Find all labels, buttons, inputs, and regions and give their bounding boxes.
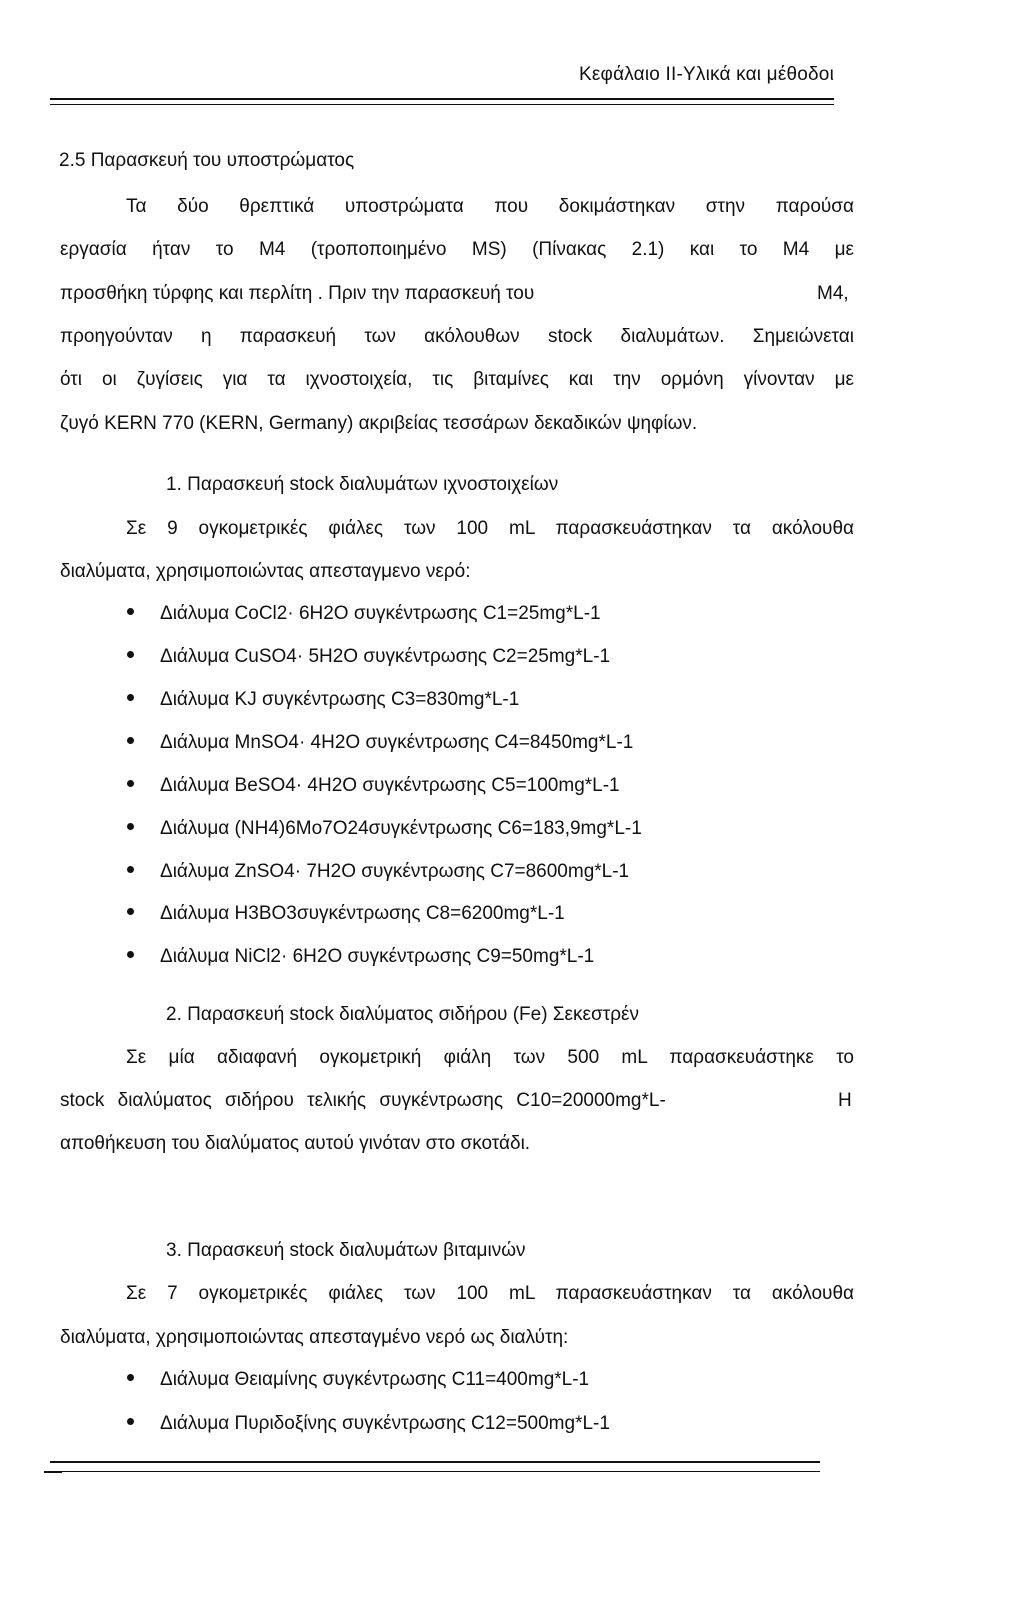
section-heading: 2.5 Παρασκευή του υποστρώματος: [59, 150, 355, 171]
intro-line: ζυγό KERN 770 (KERN, Germany) ακριβείας τεσσάρων δεκαδικών ψηφίων.: [60, 413, 698, 434]
subsection-1-intro: διαλύματα, χρησιμοποιώντας απεσταγμενο νερό:: [60, 561, 471, 582]
bullet-icon: [127, 1418, 134, 1425]
footer-rule-bottom: [62, 1471, 820, 1472]
list-item: Διάλυμα MnSO4· 4H2O συγκέντρωσης C4=8450mg*L-1: [127, 733, 633, 752]
list-item: Διάλυμα BeSO4· 4H2O συγκέντρωσης C5=100mg*L-1: [127, 776, 620, 795]
list-item: Διάλυμα NiCl2· 6H2O συγκέντρωσης C9=50mg*L-1: [127, 947, 594, 966]
intro-line-tail: M4,: [817, 283, 849, 304]
bullet-icon: [127, 951, 134, 958]
bullet-icon: [127, 608, 134, 615]
list-item: Διάλυμα CuSO4· 5H2O συγκέντρωσης C2=25mg*L-1: [127, 647, 610, 666]
list-item: Διάλυμα Θειαμίνης συγκέντρωσης C11=400mg*L-1: [127, 1370, 589, 1389]
subsection-1-intro: Σε 9 ογκομετρικές φιάλες των 100 mL παρασκευάστηκαν τα ακόλουθα: [126, 518, 854, 539]
intro-line: εργασία ήταν το M4 (τροποποιημένο MS) (Πίνακας 2.1) και το M4 με: [60, 239, 854, 260]
header-rule-bottom: [50, 104, 834, 105]
bullet-icon: [127, 694, 134, 701]
subsection-3-intro: Σε 7 ογκομετρικές φιάλες των 100 mL παρασκευάστηκαν τα ακόλουθα: [126, 1283, 854, 1304]
bullet-icon: [127, 908, 134, 915]
intro-line: Τα δύο θρεπτικά υποστρώματα που δοκιμάστηκαν στην παρούσα: [126, 196, 854, 217]
list-item: Διάλυμα ZnSO4· 7H2O συγκέντρωσης C7=8600mg*L-1: [127, 862, 629, 881]
bullet-icon: [127, 651, 134, 658]
list-item: Διάλυμα CoCl2· 6H2O συγκέντρωσης C1=25mg*L-1: [127, 604, 601, 623]
bullet-icon: [127, 1374, 134, 1381]
subsection-heading-2: 2. Παρασκευή stock διαλύματος σιδήρου (Fe) Σεκεστρέν: [166, 1004, 640, 1025]
subsection-heading-3: 3. Παρασκευή stock διαλυμάτων βιταμινών: [166, 1240, 526, 1261]
list-item: Διάλυμα H3BO3συγκέντρωσης C8=6200mg*L-1: [127, 904, 565, 923]
list-item: Διάλυμα Πυριδοξίνης συγκέντρωσης C12=500mg*L-1: [127, 1414, 610, 1433]
intro-line: προηγούνταν η παρασκευή των ακόλουθων stock διαλυμάτων. Σημειώνεται: [60, 326, 854, 347]
header-rule-top: [50, 98, 834, 100]
bullet-icon: [127, 866, 134, 873]
subsection-heading-1: 1. Παρασκευή stock διαλυμάτων ιχνοστοιχείων: [166, 474, 559, 495]
bullet-icon: [127, 823, 134, 830]
subsection-2-line-tail: Η: [838, 1090, 852, 1111]
subsection-2-line: αποθήκευση του διαλύματος αυτού γινόταν στο σκοτάδι.: [60, 1133, 531, 1154]
footnote-arrow-icon: [44, 1471, 62, 1479]
running-header: Κεφάλαιο ΙΙ-Υλικά και μέθοδοι: [579, 64, 834, 85]
bullet-icon: [127, 780, 134, 787]
subsection-2-line: Σε μία αδιαφανή ογκομετρική φιάλη των 500 mL παρασκευάστηκε το: [126, 1047, 854, 1068]
footer-rule-top: [50, 1461, 820, 1463]
subsection-2-line: stock διαλύματος σιδήρου τελικής συγκέντρωσης C10=20000mg*L-: [60, 1090, 666, 1111]
subsection-3-intro: διαλύματα, χρησιμοποιώντας απεσταγμένο νερό ως διαλύτη:: [60, 1327, 569, 1348]
bullet-icon: [127, 737, 134, 744]
intro-line: προσθήκη τύρφης και περλίτη . Πριν την παρασκευή του: [60, 283, 535, 304]
list-item: Διάλυμα KJ συγκέντρωσης C3=830mg*L-1: [127, 690, 519, 709]
list-item: Διάλυμα (NH4)6Mo7O24συγκέντρωσης C6=183,9mg*L-1: [127, 819, 642, 838]
intro-line: ότι οι ζυγίσεις για τα ιχνοστοιχεία, τις βιταμίνες και την ορμόνη γίνονταν με: [60, 369, 854, 390]
